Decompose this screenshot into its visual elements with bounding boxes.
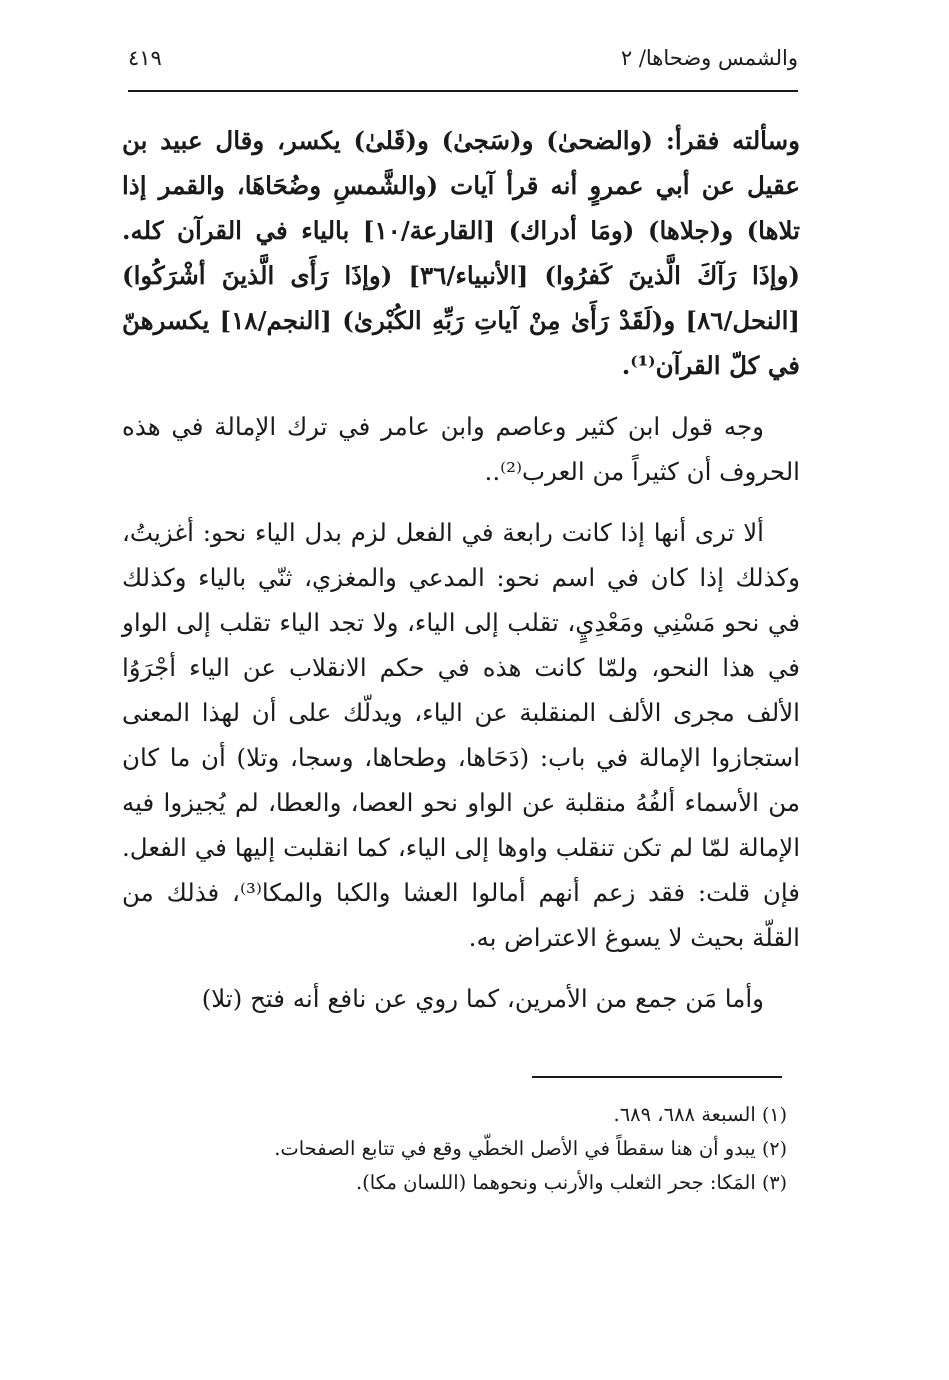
header-divider [128,90,798,92]
footnote-number: (٢) [761,1138,787,1160]
footnote-number: (٣) [761,1172,787,1194]
footnotes [122,1098,787,1200]
footnote-text: المَكا: جحر الثعلب والأرنب ونحوهما (اللسان مكا). [355,1171,756,1194]
paragraph-1: وسألته فقرأ: (والضحىٰ) و(سَجىٰ) و(قَلىٰ) يكسر، وقال عبيد بن عقيل عن أبي عمروٍ أنه قرأ آيات (والشَّمسِ وضُحَاهَا، والقمر إذا تلاها) و(جلاها) (ومَا أدراك) [القارعة/١٠] بالياء في القرآن كله. (وإذَا رَآكَ الَّذينَ كَفرُوا) [الأنبياء/٣٦] (وإذَا رَأَى الَّذينَ أشْرَكُوا) [النحل/٨٦] و(لَقَدْ رَأَىٰ مِنْ آياتِ رَبِّهِ الكُبْرىٰ) [النجم/١٨] يكسرهنّ في كلّ القرآن⁽¹⁾. [122,126,801,380]
footnote-number: (١) [761,1104,787,1126]
footnote-item [122,1098,787,1132]
paragraph-2: وجه قول ابن كثير وعاصم وابن عامر في ترك الإمالة في هذه الحروف أن كثيراً من العرب⁽²⁾.. [122,412,800,486]
paragraph-3: ألا ترى أنها إذا كانت رابعة في الفعل لزم بدل الياء نحو: أغزيتُ، وكذلك إذا كان في اسم نحو: المدعي والمغزي، ثنّي بالياء وكذلك في نحو مَسْنِي ومَعْدِيٍ، تقلب إلى الياء، ولا تجد الياء تقلب إلى الواو في هذا النحو، ولمّا كانت هذه في حكم الانقلاب عن الياء أجْرَوُا الألف مجرى الألف المنقلبة عن الياء، ويدلّك على أن لهذا المعنى استجازوا الإمالة في باب: (دَحَاها، وطحاها، وسجا، وتلا) أن ما كان من الأسماء ألفُهُ منقلبة عن الواو نحو العصا، والعطا، لم يُجيزوا فيه الإمالة لمّا لم تكن تنقلب واوها إلى الياء، كما انقلبت إليها في الفعل. فإن قلت: فقد زعم أنهم أمالوا العشا والكبا والمكا⁽³⁾، فذلك من القلّة بحيث لا يسوغ الاعتراض به. [122,518,800,952]
footnote-item [122,1166,787,1200]
paragraph-4: وأما مَن جمع من الأمرين، كما روي عن نافع أنه فتح (تلا) [201,984,764,1013]
page-number: ٤١٩ [128,46,162,70]
footnote-item [122,1132,787,1166]
footnote-divider [532,1076,782,1078]
page-header [128,38,798,78]
main-text [122,118,800,1037]
footnote-text: يبدو أن هنا سقطاً في الأصل الخطّي وقع في تتابع الصفحات. [274,1137,756,1160]
footnote-text: السبعة ٦٨٨، ٦٨٩. [613,1103,756,1126]
running-title: والشمس وضحاها/ ٢ [620,46,798,70]
